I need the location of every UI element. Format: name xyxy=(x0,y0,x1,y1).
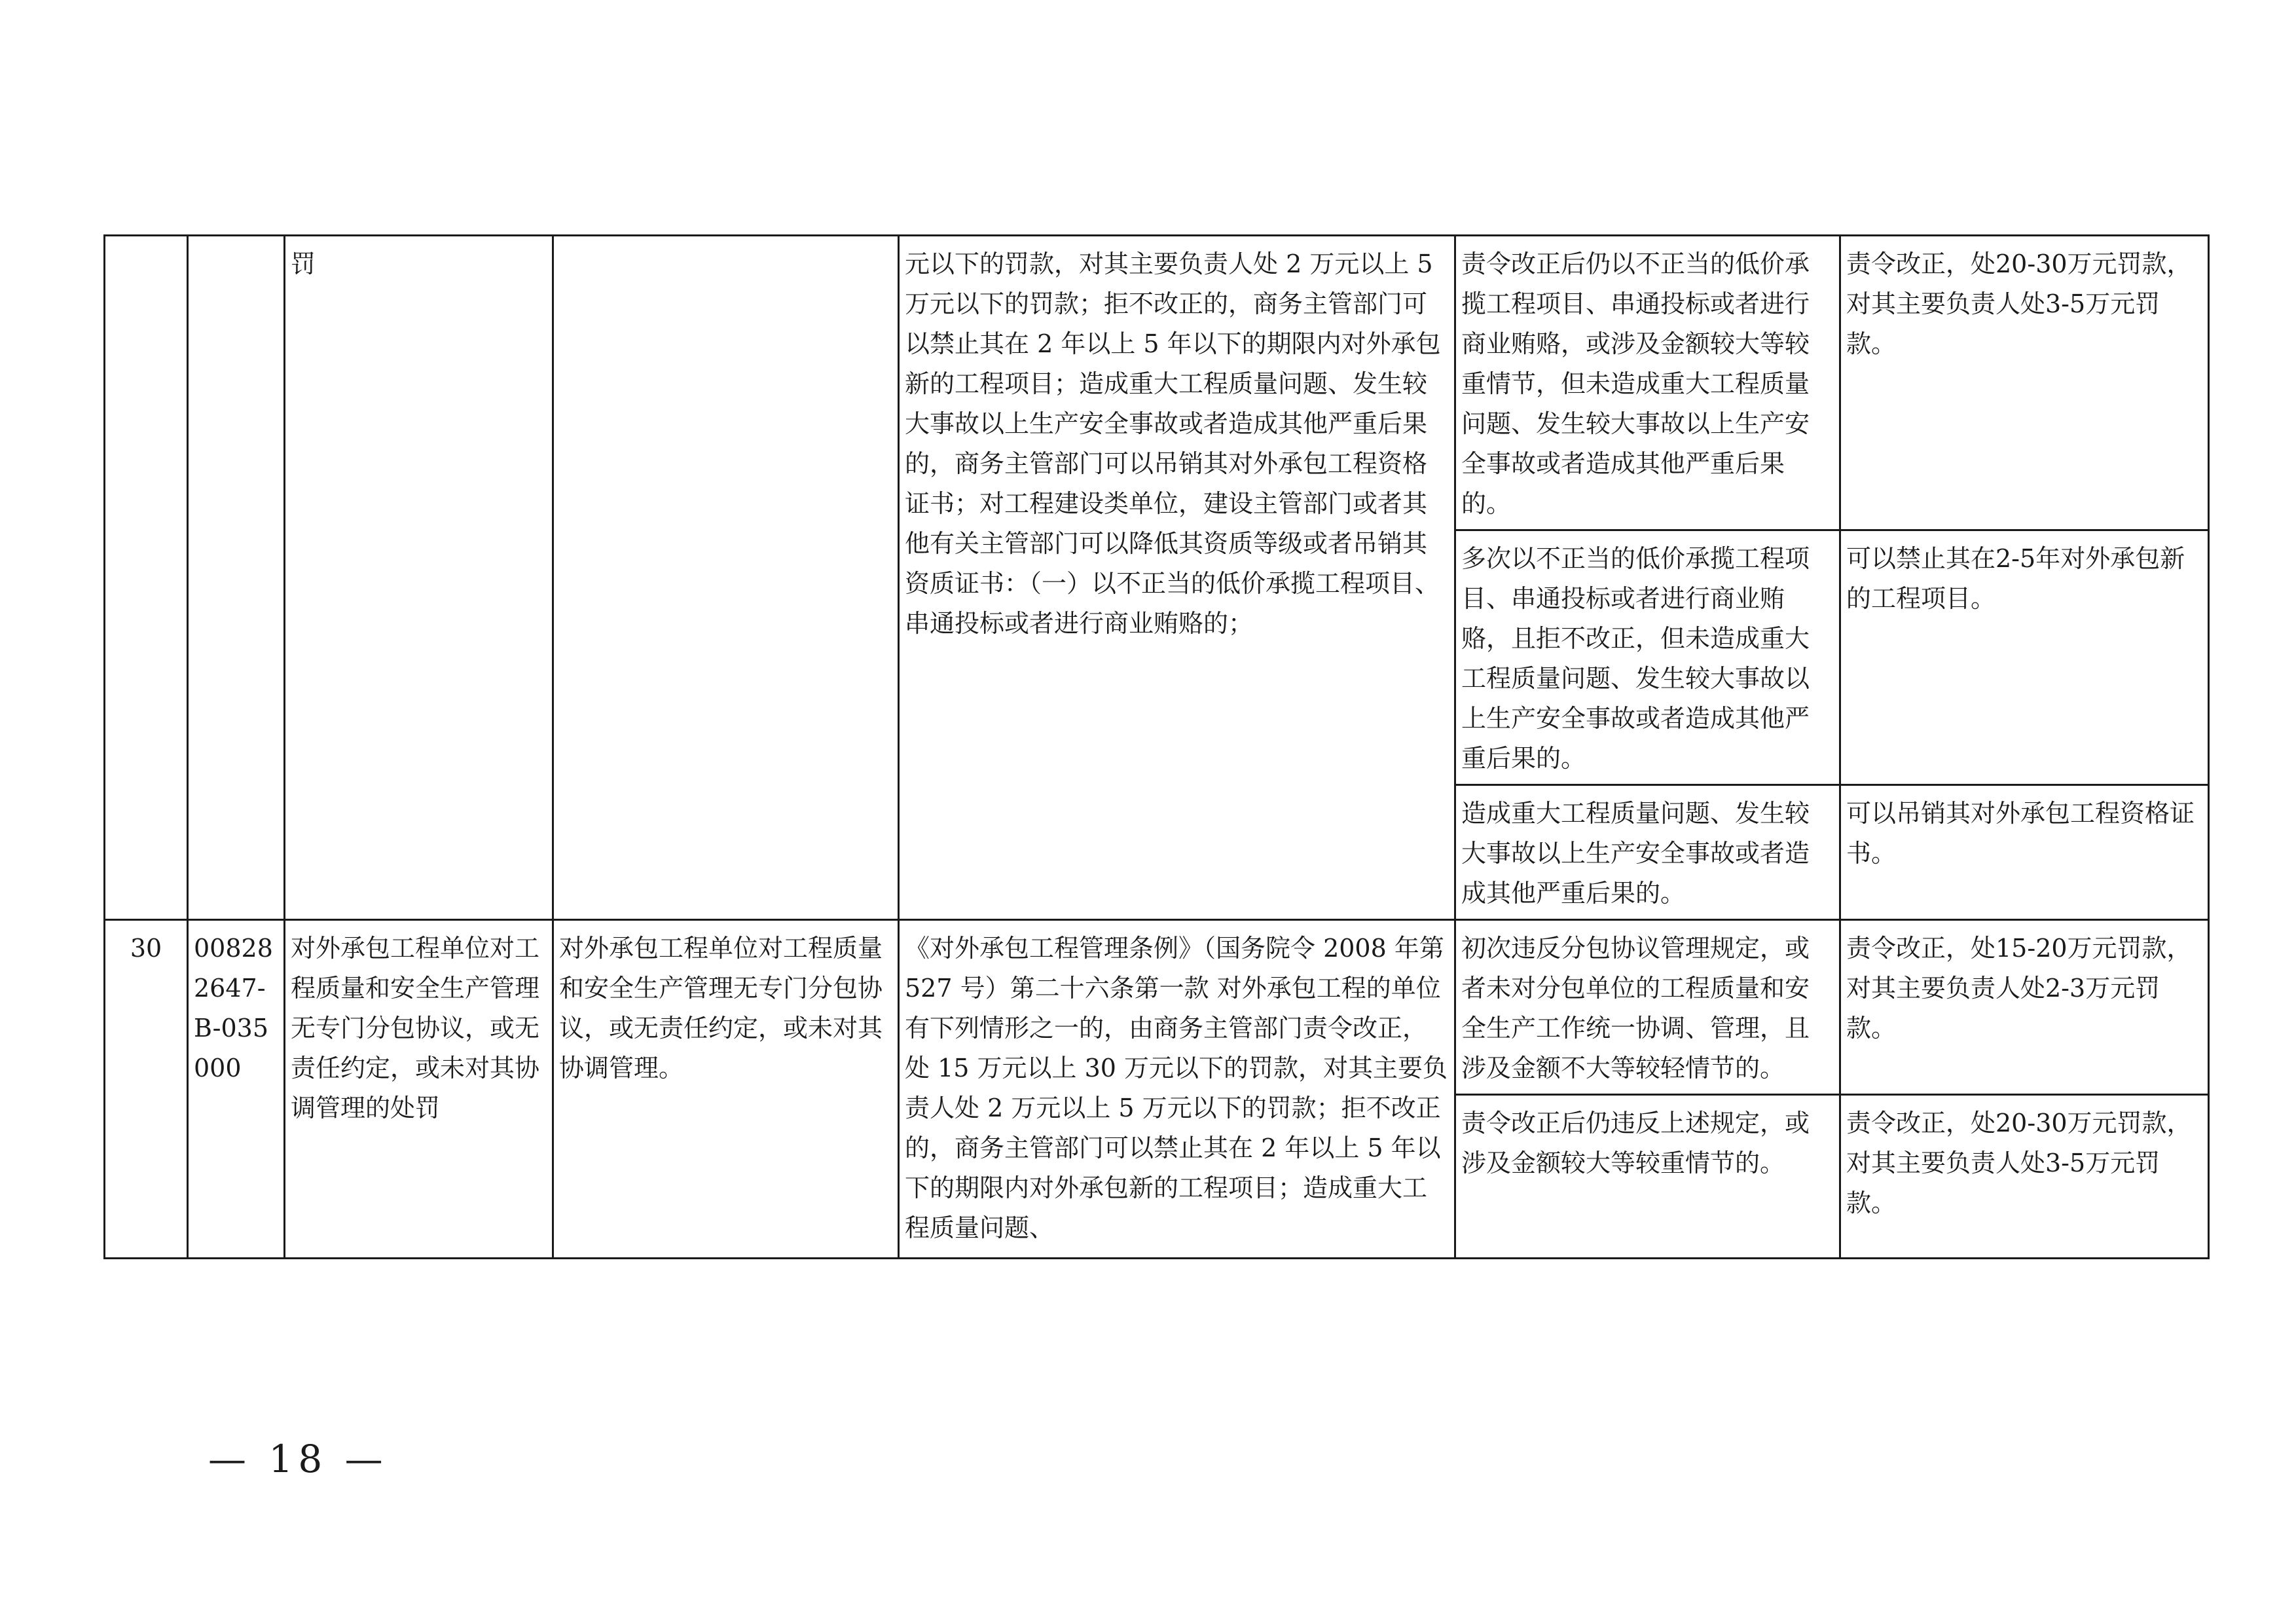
violation-circumstance-cell xyxy=(553,236,899,920)
penalty-standards-table xyxy=(103,234,2210,1259)
discretion-situation-cell: 造成重大工程质量问题、发生较大事故以上生产安全事故或者造成其他严重后果的。 xyxy=(1455,785,1840,920)
discretion-situation-cell: 责令改正后仍以不正当的低价承揽工程项目、串通投标或者进行商业贿赂，或涉及金额较大等较重情节，但未造成重大工程质量问题、发生较大事故以上生产安全事故或者造成其他严重后果的。 xyxy=(1455,236,1840,530)
item-code-cell: 008282647-B-035000 xyxy=(188,920,285,1259)
legal-basis-cell: 元以下的罚款，对其主要负责人处 2 万元以上 5 万元以下的罚款；拒不改正的，商务主管部门可以禁止其在 2 年以上 5 年以下的期限内对外承包新的工程项目；造成重大工程质量问题、发生较大事故以上生产安全事故或者造成其他严重后果的，商务主管部门可以吊销其对外承包工程资格证书；对工程建设类单位，建设主管部门或者其他有关主管部门可以降低其资质等级或者吊销其资质证书：（一）以不正当的低价承揽工程项目、串通投标或者进行商业贿赂的； xyxy=(899,236,1455,920)
table-row-30 xyxy=(105,920,2209,1095)
legal-basis-cell: 《对外承包工程管理条例》（国务院令 2008 年第 527 号）第二十六条第一款 对外承包工程的单位有下列情形之一的，由商务主管部门责令改正，处 15 万元以上 30 万元以下的罚款，对其主要负责人处 2 万元以上 5 万元以下的罚款；拒不改正的，商务主管部门可以禁止其在 2 年以上 5 年以下的期限内对外承包新的工程项目；造成重大工程质量问题、 xyxy=(899,920,1455,1259)
penalty-standard-cell: 责令改正，处20-30万元罚款，对其主要负责人处3-5万元罚款。 xyxy=(1840,236,2209,530)
item-code-cell xyxy=(188,236,285,920)
item-name-cell: 罚 xyxy=(285,236,553,920)
item-name-cell: 对外承包工程单位对工程质量和安全生产管理无专门分包协议，或无责任约定，或未对其协调管理的处罚 xyxy=(285,920,553,1259)
discretion-situation-cell: 初次违反分包协议管理规定，或者未对分包单位的工程质量和安全生产工作统一协调、管理，且涉及金额不大等较轻情节的。 xyxy=(1455,920,1840,1095)
penalty-standard-cell: 责令改正，处15-20万元罚款，对其主要负责人处2-3万元罚款。 xyxy=(1840,920,2209,1095)
row-number-cell: 30 xyxy=(105,920,188,1259)
discretion-situation-cell: 多次以不正当的低价承揽工程项目、串通投标或者进行商业贿赂，且拒不改正，但未造成重大工程质量问题、发生较大事故以上生产安全事故或者造成其他严重后果的。 xyxy=(1455,530,1840,785)
penalty-standard-cell: 责令改正，处20-30万元罚款，对其主要负责人处3-5万元罚款。 xyxy=(1840,1095,2209,1259)
penalty-standard-cell: 可以禁止其在2-5年对外承包新的工程项目。 xyxy=(1840,530,2209,785)
page-number: — 18 — xyxy=(208,1437,388,1481)
discretion-situation-cell: 责令改正后仍违反上述规定，或涉及金额较大等较重情节的。 xyxy=(1455,1095,1840,1259)
table-row-continued xyxy=(105,236,2209,530)
penalty-standard-cell: 可以吊销其对外承包工程资格证书。 xyxy=(1840,785,2209,920)
row-number-cell xyxy=(105,236,188,920)
violation-circumstance-cell: 对外承包工程单位对工程质量和安全生产管理无专门分包协议，或无责任约定，或未对其协调管理。 xyxy=(553,920,899,1259)
